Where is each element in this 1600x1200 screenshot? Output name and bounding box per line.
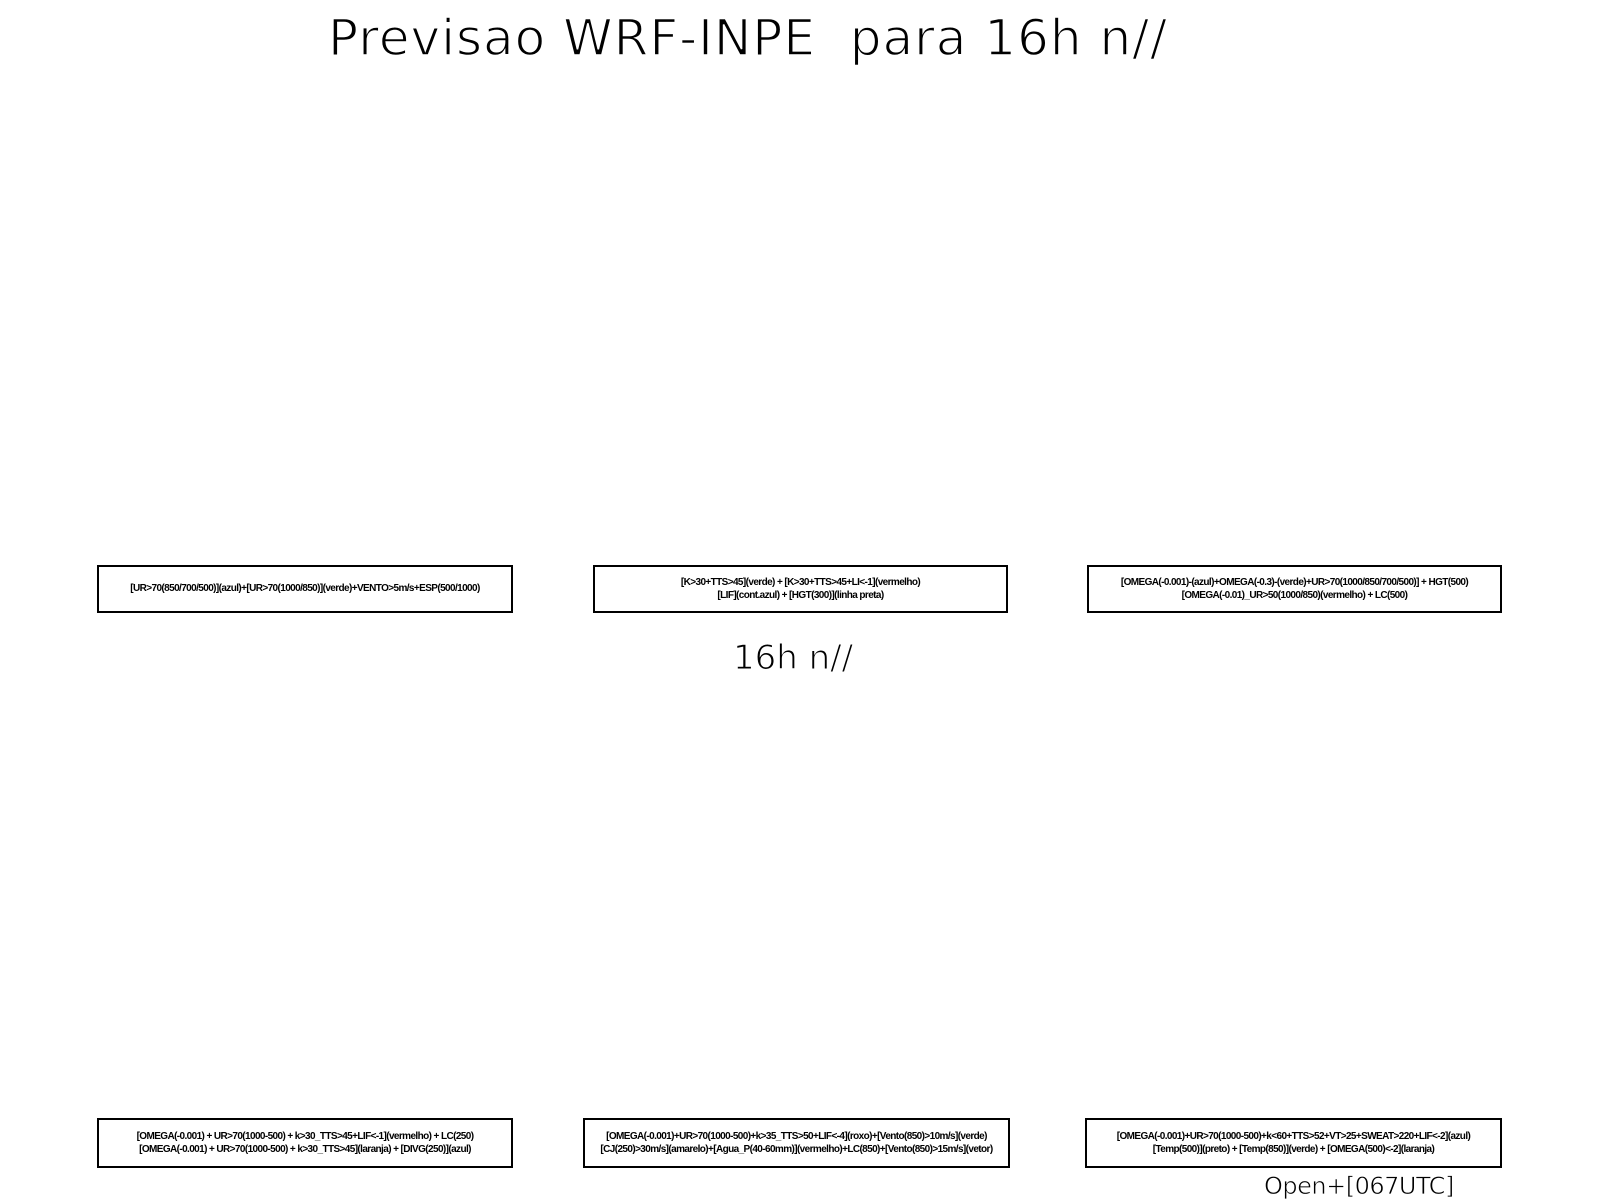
center-time-label: 16h n// xyxy=(733,638,854,678)
caption-line: [OMEGA(-0.001) + UR>70(1000-500) + k>30_TTS>45+LIF<-1](vermelho) + LC(250) xyxy=(136,1130,474,1142)
caption-line: [CJ(250)>30m/s](amarelo)+[Agua_P(40-60mm)](vermelho)+LC(850)+[Vento(850)>15m/s](vetor) xyxy=(600,1144,993,1155)
caption-line: [LIF](cont.azul) + [HGT(300)](linha preta) xyxy=(717,590,884,601)
caption-box-5 xyxy=(583,1118,1010,1168)
caption-box-2 xyxy=(593,565,1008,613)
caption-line: [UR>70(850/700/500)](azul)+[UR>70(1000/850)](verde)+VENTO>5m/s+ESP(500/1000) xyxy=(130,583,480,595)
caption-box-6 xyxy=(1085,1118,1502,1168)
caption-box-4 xyxy=(97,1118,513,1168)
page-title: Previsao WRF-INPE para 16h n// xyxy=(328,9,1168,67)
caption-box-1 xyxy=(97,565,513,613)
caption-line: [Temp(500)](preto) + [Temp(850)](verde) + [OMEGA(500)<-2](laranja) xyxy=(1152,1144,1435,1155)
caption-box-3 xyxy=(1087,565,1502,613)
caption-line: [OMEGA(-0.01)_UR>50(1000/850)(vermelho) + LC(500) xyxy=(1181,590,1408,601)
footer-label: Open+[067UTC] xyxy=(1264,1172,1454,1200)
caption-line: [OMEGA(-0.001)+UR>70(1000-500)+k<60+TTS>52+VT>25+SWEAT>220+LIF<-2](azul) xyxy=(1116,1130,1471,1142)
caption-line: [OMEGA(-0.001)+UR>70(1000-500)+k>35_TTS>50+LIF<-4](roxo)+[Vento(850)>10m/s](verde) xyxy=(606,1130,987,1142)
caption-line: [OMEGA(-0.001) + UR>70(1000-500) + k>30_TTS>45](laranja) + [DIVG(250)](azul) xyxy=(139,1144,471,1155)
caption-line: [K>30+TTS>45](verde) + [K>30+TTS>45+LI<-1](vermelho) xyxy=(680,576,921,588)
caption-line: [OMEGA(-0.001)-(azul)+OMEGA(-0.3)-(verde)+UR>70(1000/850/700/500)] + HGT(500) xyxy=(1120,576,1469,588)
